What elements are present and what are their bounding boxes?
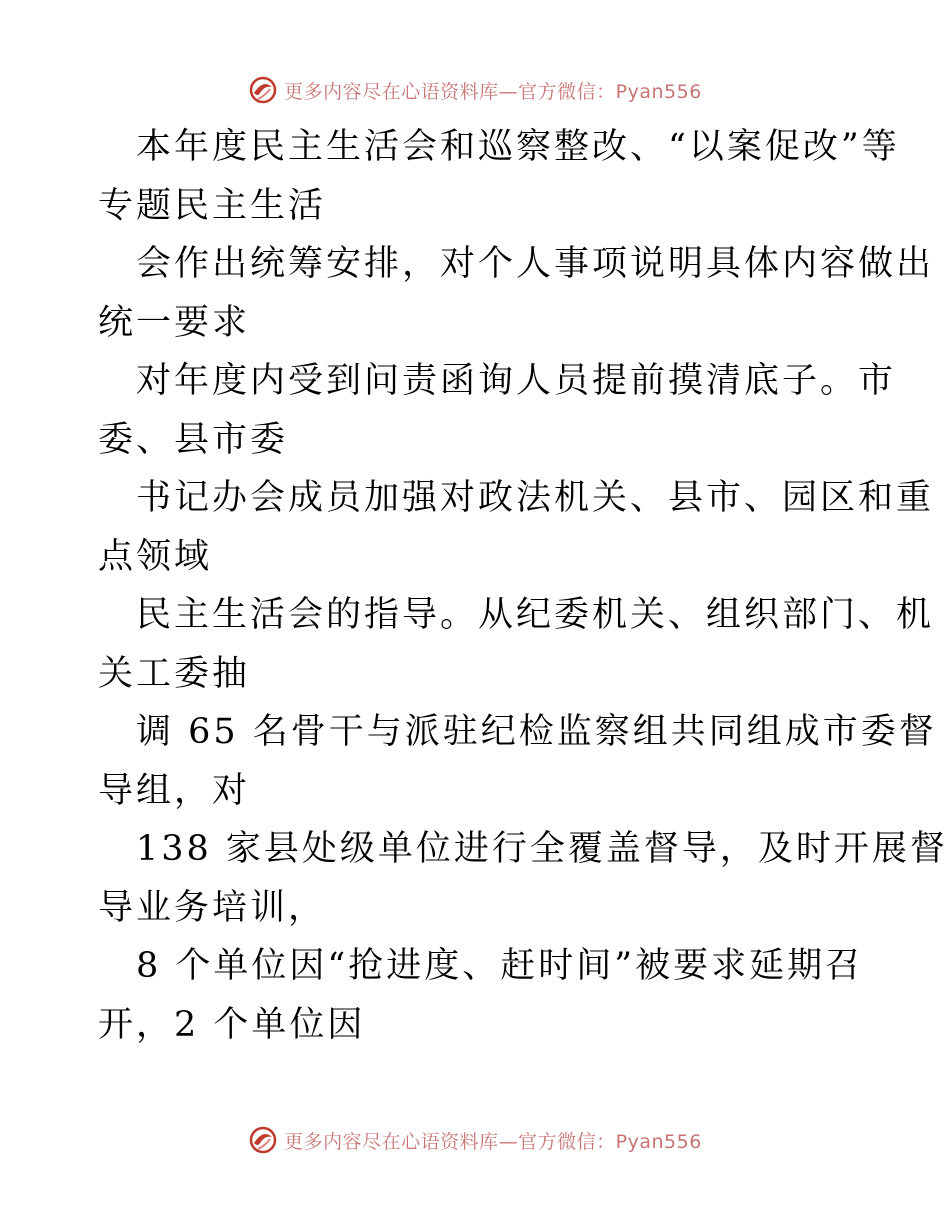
text-line: 本年度民主生活会和巡察整改、“以案促改”等: [136, 127, 900, 167]
document-body: [98, 118, 948, 1054]
text-line: 开，2 个单位因: [98, 1004, 366, 1045]
text-line: 专题民主生活: [98, 185, 327, 226]
text-line: 导业务培训，: [98, 887, 327, 928]
text-line: 138 家县处级单位进行全覆盖督导，及时开展督: [136, 829, 948, 869]
text-line: 委、县市委: [98, 419, 289, 460]
text-line: 关工委抽: [98, 653, 251, 694]
text-line: 民主生活会的指导。从纪委机关、组织部门、机: [136, 595, 935, 635]
text-line: 调 65 名骨干与派驻纪检监察组共同组成市委督: [136, 712, 937, 752]
text-line: 统一要求: [98, 302, 251, 343]
swirl-logo-icon: [248, 1125, 278, 1155]
swirl-logo-icon: [248, 75, 278, 105]
text-line: 会作出统筹安排，对个人事项说明具体内容做出: [136, 244, 935, 284]
watermark-text: 更多内容尽在心语资料库—官方微信：Pyan556: [284, 80, 702, 103]
text-line: 对年度内受到问责函询人员提前摸清底子。市: [136, 361, 897, 401]
watermark-text: 更多内容尽在心语资料库—官方微信：Pyan556: [284, 1130, 702, 1153]
header-watermark: [0, 70, 950, 110]
text-line: 8 个单位因“抢进度、赶时间”被要求延期召: [136, 946, 864, 986]
text-line: 导组，对: [98, 770, 251, 811]
text-line: 书记办会成员加强对政法机关、县市、园区和重: [136, 478, 935, 518]
text-line: 点领域: [98, 536, 213, 577]
footer-watermark: [0, 1120, 950, 1160]
